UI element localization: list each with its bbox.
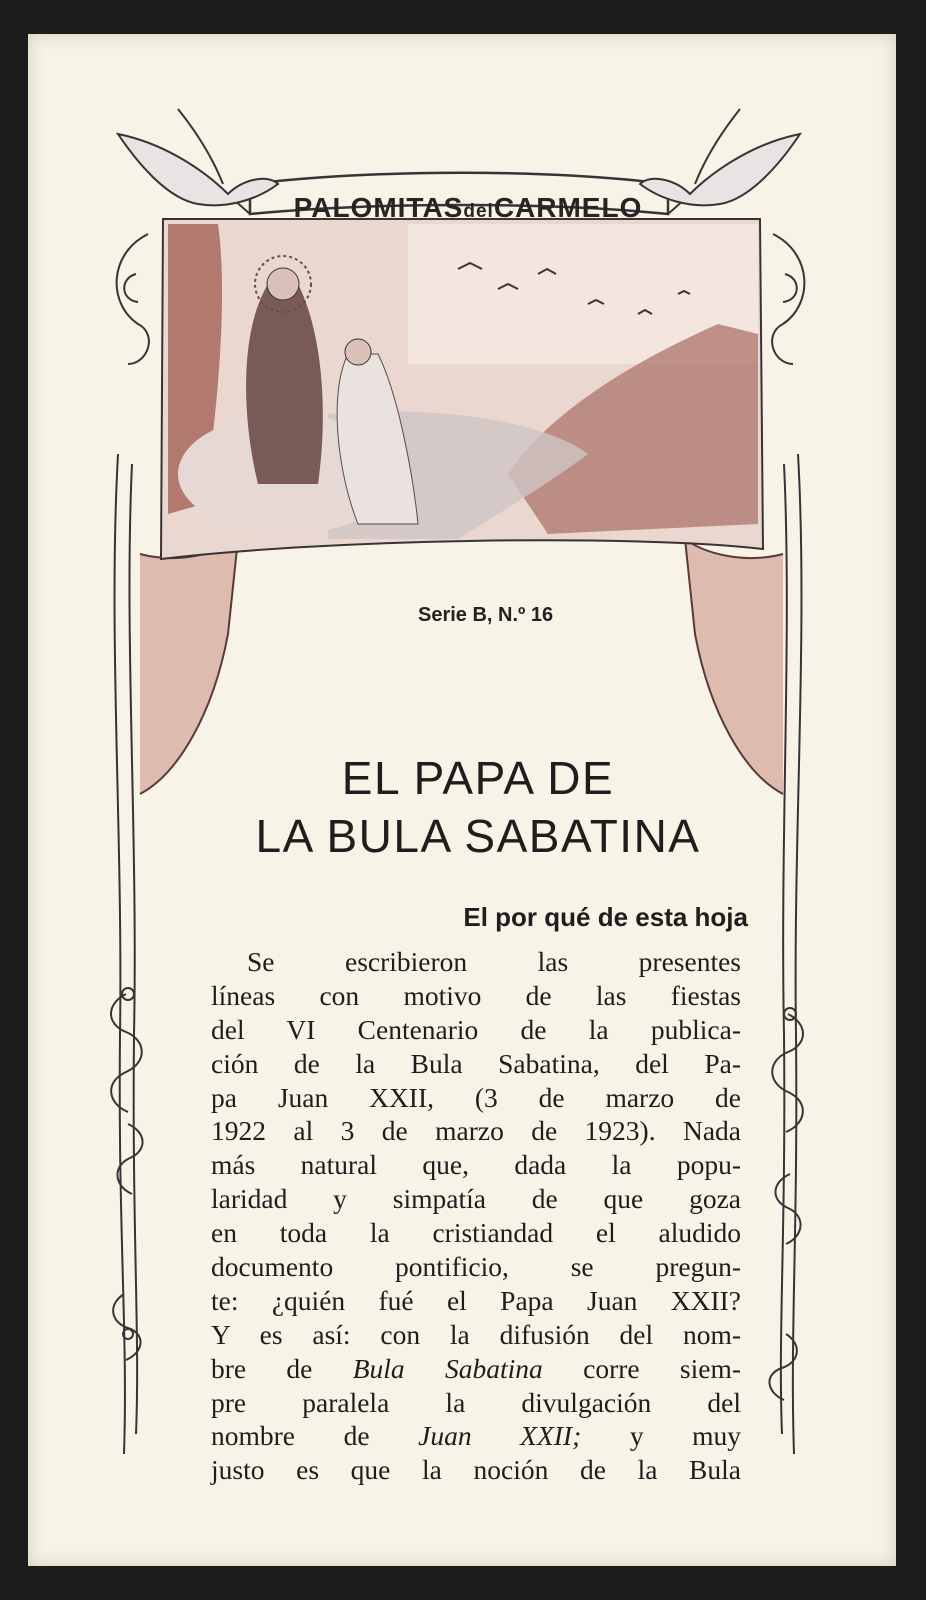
banner-word-1: PALOMITAS (293, 192, 464, 223)
text-line: Y es así: con la difusión del nom- (211, 1318, 741, 1350)
left-dove-icon (118, 109, 278, 205)
illustration (161, 219, 763, 559)
text-span: bre de (211, 1352, 313, 1384)
banner-word-3: CARMELO (493, 192, 643, 223)
banner-caption (258, 192, 678, 224)
text-line: ción de la Bula Sabatina, del Pa- (211, 1047, 741, 1079)
text-line: Se escribieron las presentes (247, 946, 741, 977)
text-line: pa Juan XXII, (3 de marzo de (211, 1081, 741, 1113)
text-line: en toda la cristiandad el aludido (211, 1217, 741, 1249)
text-line (211, 1419, 741, 1453)
text-line: líneas con motivo de las fiestas (211, 979, 741, 1011)
title-line-2: LA BULA SABATINA (255, 810, 701, 862)
text-line: te: ¿quién fué el Papa Juan XXII? (211, 1284, 741, 1316)
italic-phrase: Juan XXII; (418, 1420, 582, 1452)
page-title (198, 749, 758, 865)
text-line (211, 1352, 741, 1386)
text-line: del VI Centenario de la publica- (211, 1013, 741, 1045)
italic-phrase: Bula Sabatina (352, 1352, 543, 1384)
text-line: pre paralela la divulgación del (211, 1386, 741, 1418)
section-heading: El por qué de esta hoja (463, 902, 748, 932)
text-line: 1922 al 3 de marzo de 1923). Nada (211, 1115, 741, 1147)
text-span: y muy (629, 1420, 742, 1452)
text-line: justo es que la noción de la Bula (211, 1454, 741, 1486)
banner-word-2: del (463, 201, 494, 222)
title-line-1: EL PAPA DE (341, 752, 615, 804)
left-ornament-column (111, 454, 143, 1454)
text-span: corre siem- (583, 1352, 742, 1384)
holy-card (28, 34, 896, 1566)
series-label: Serie B, N.º 16 (418, 604, 554, 626)
body-text (211, 945, 741, 1487)
text-line: documento pontificio, se pregun- (211, 1251, 741, 1283)
text-line: laridad y simpatía de que goza (211, 1183, 741, 1215)
right-dove-icon (640, 109, 800, 205)
text-span: nombre de (211, 1420, 370, 1452)
text-line: más natural que, dada la popu- (211, 1149, 741, 1181)
